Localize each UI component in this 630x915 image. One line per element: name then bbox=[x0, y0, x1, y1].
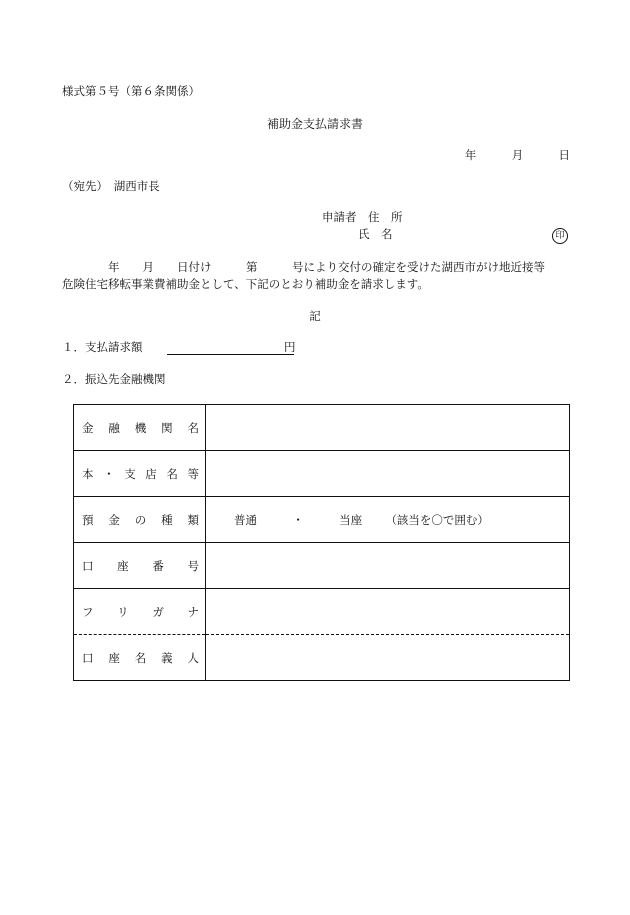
label-char: ガ bbox=[152, 604, 164, 619]
account-number-field[interactable] bbox=[206, 543, 570, 589]
account-holder-label bbox=[74, 635, 206, 681]
label-char: フ bbox=[82, 604, 94, 619]
label-char: 店 bbox=[145, 466, 157, 481]
addressee: （宛先） 湖西市長 bbox=[62, 179, 160, 193]
document-title: 補助金支払請求書 bbox=[266, 117, 363, 131]
yen-unit: 円 bbox=[284, 340, 296, 354]
label-text bbox=[74, 420, 205, 436]
account-holder-field[interactable] bbox=[206, 635, 570, 681]
branch-name-field[interactable] bbox=[206, 451, 570, 497]
bank-section-label: ２．振込先金融機関 bbox=[62, 372, 166, 386]
label-char: 義 bbox=[161, 650, 173, 665]
label-char: 名 bbox=[166, 466, 178, 481]
label-char: 口 bbox=[82, 650, 94, 665]
label-char: 金 bbox=[82, 420, 94, 435]
date-day-label: 日 bbox=[558, 148, 570, 162]
label-char: 口 bbox=[82, 558, 94, 573]
date-month-label: 月 bbox=[511, 148, 524, 162]
label-char: 機 bbox=[134, 420, 147, 435]
payment-amount-field[interactable] bbox=[167, 341, 294, 355]
label-char: ナ bbox=[187, 604, 199, 619]
label-char: 種 bbox=[161, 512, 173, 527]
table-row bbox=[74, 497, 570, 543]
label-text bbox=[74, 512, 205, 528]
label-text bbox=[74, 558, 205, 574]
label-char: 座 bbox=[108, 650, 120, 665]
account-type-field[interactable] bbox=[206, 497, 570, 543]
seal-mark: 印 bbox=[552, 228, 568, 244]
ki-heading: 記 bbox=[309, 309, 321, 323]
label-char: 名 bbox=[134, 650, 147, 665]
applicant-name-label: 氏 名 bbox=[358, 227, 393, 241]
account-type-label bbox=[74, 497, 206, 543]
label-char: 金 bbox=[108, 512, 120, 527]
label-char: 融 bbox=[108, 420, 120, 435]
furigana-field[interactable] bbox=[206, 589, 570, 635]
account-type-futsu[interactable]: 普通 bbox=[234, 512, 257, 527]
label-char: 号 bbox=[187, 558, 199, 573]
label-text bbox=[74, 604, 205, 620]
bank-name-field[interactable] bbox=[206, 405, 570, 451]
bank-name-label bbox=[74, 405, 206, 451]
label-char: 預 bbox=[82, 512, 94, 527]
label-text bbox=[74, 650, 205, 666]
label-char: 関 bbox=[161, 420, 173, 435]
label-char: の bbox=[134, 512, 147, 527]
table-row bbox=[74, 405, 570, 451]
date-year-label: 年 bbox=[464, 148, 477, 162]
date-line bbox=[465, 150, 570, 162]
label-char: 類 bbox=[187, 512, 199, 527]
table-row bbox=[74, 451, 570, 497]
payment-amount-label: １．支払請求額 bbox=[62, 340, 143, 354]
label-char: 人 bbox=[187, 650, 199, 665]
bank-info-table bbox=[73, 404, 570, 681]
body-text-line-1: 年 月 日付け 第 号により交付の確定を受けた湖西市がけ地近接等 bbox=[62, 260, 545, 274]
label-char: リ bbox=[117, 604, 129, 619]
label-char: 座 bbox=[117, 558, 129, 573]
label-char: 番 bbox=[152, 558, 164, 573]
label-char: ・ bbox=[103, 466, 115, 481]
label-text bbox=[74, 466, 205, 482]
label-char: 本 bbox=[82, 466, 94, 481]
table-row bbox=[74, 589, 570, 635]
account-type-note: （該当を〇で囲む） bbox=[385, 512, 489, 527]
applicant-address-label: 申請者 住 所 bbox=[322, 210, 403, 224]
body-text-line-2: 危険住宅移転事業費補助金として、下記のとおり補助金を請求します。 bbox=[62, 277, 429, 291]
label-char: 名 bbox=[187, 420, 199, 435]
furigana-label bbox=[74, 589, 206, 635]
table-row bbox=[74, 543, 570, 589]
account-type-separator: ・ bbox=[292, 512, 304, 527]
account-number-label bbox=[74, 543, 206, 589]
table-row bbox=[74, 635, 570, 681]
form-number: 様式第５号（第６条関係） bbox=[62, 84, 200, 98]
account-type-touza[interactable]: 当座 bbox=[339, 512, 363, 527]
branch-name-label bbox=[74, 451, 206, 497]
label-char: 等 bbox=[187, 466, 199, 481]
label-char: 支 bbox=[124, 466, 136, 481]
